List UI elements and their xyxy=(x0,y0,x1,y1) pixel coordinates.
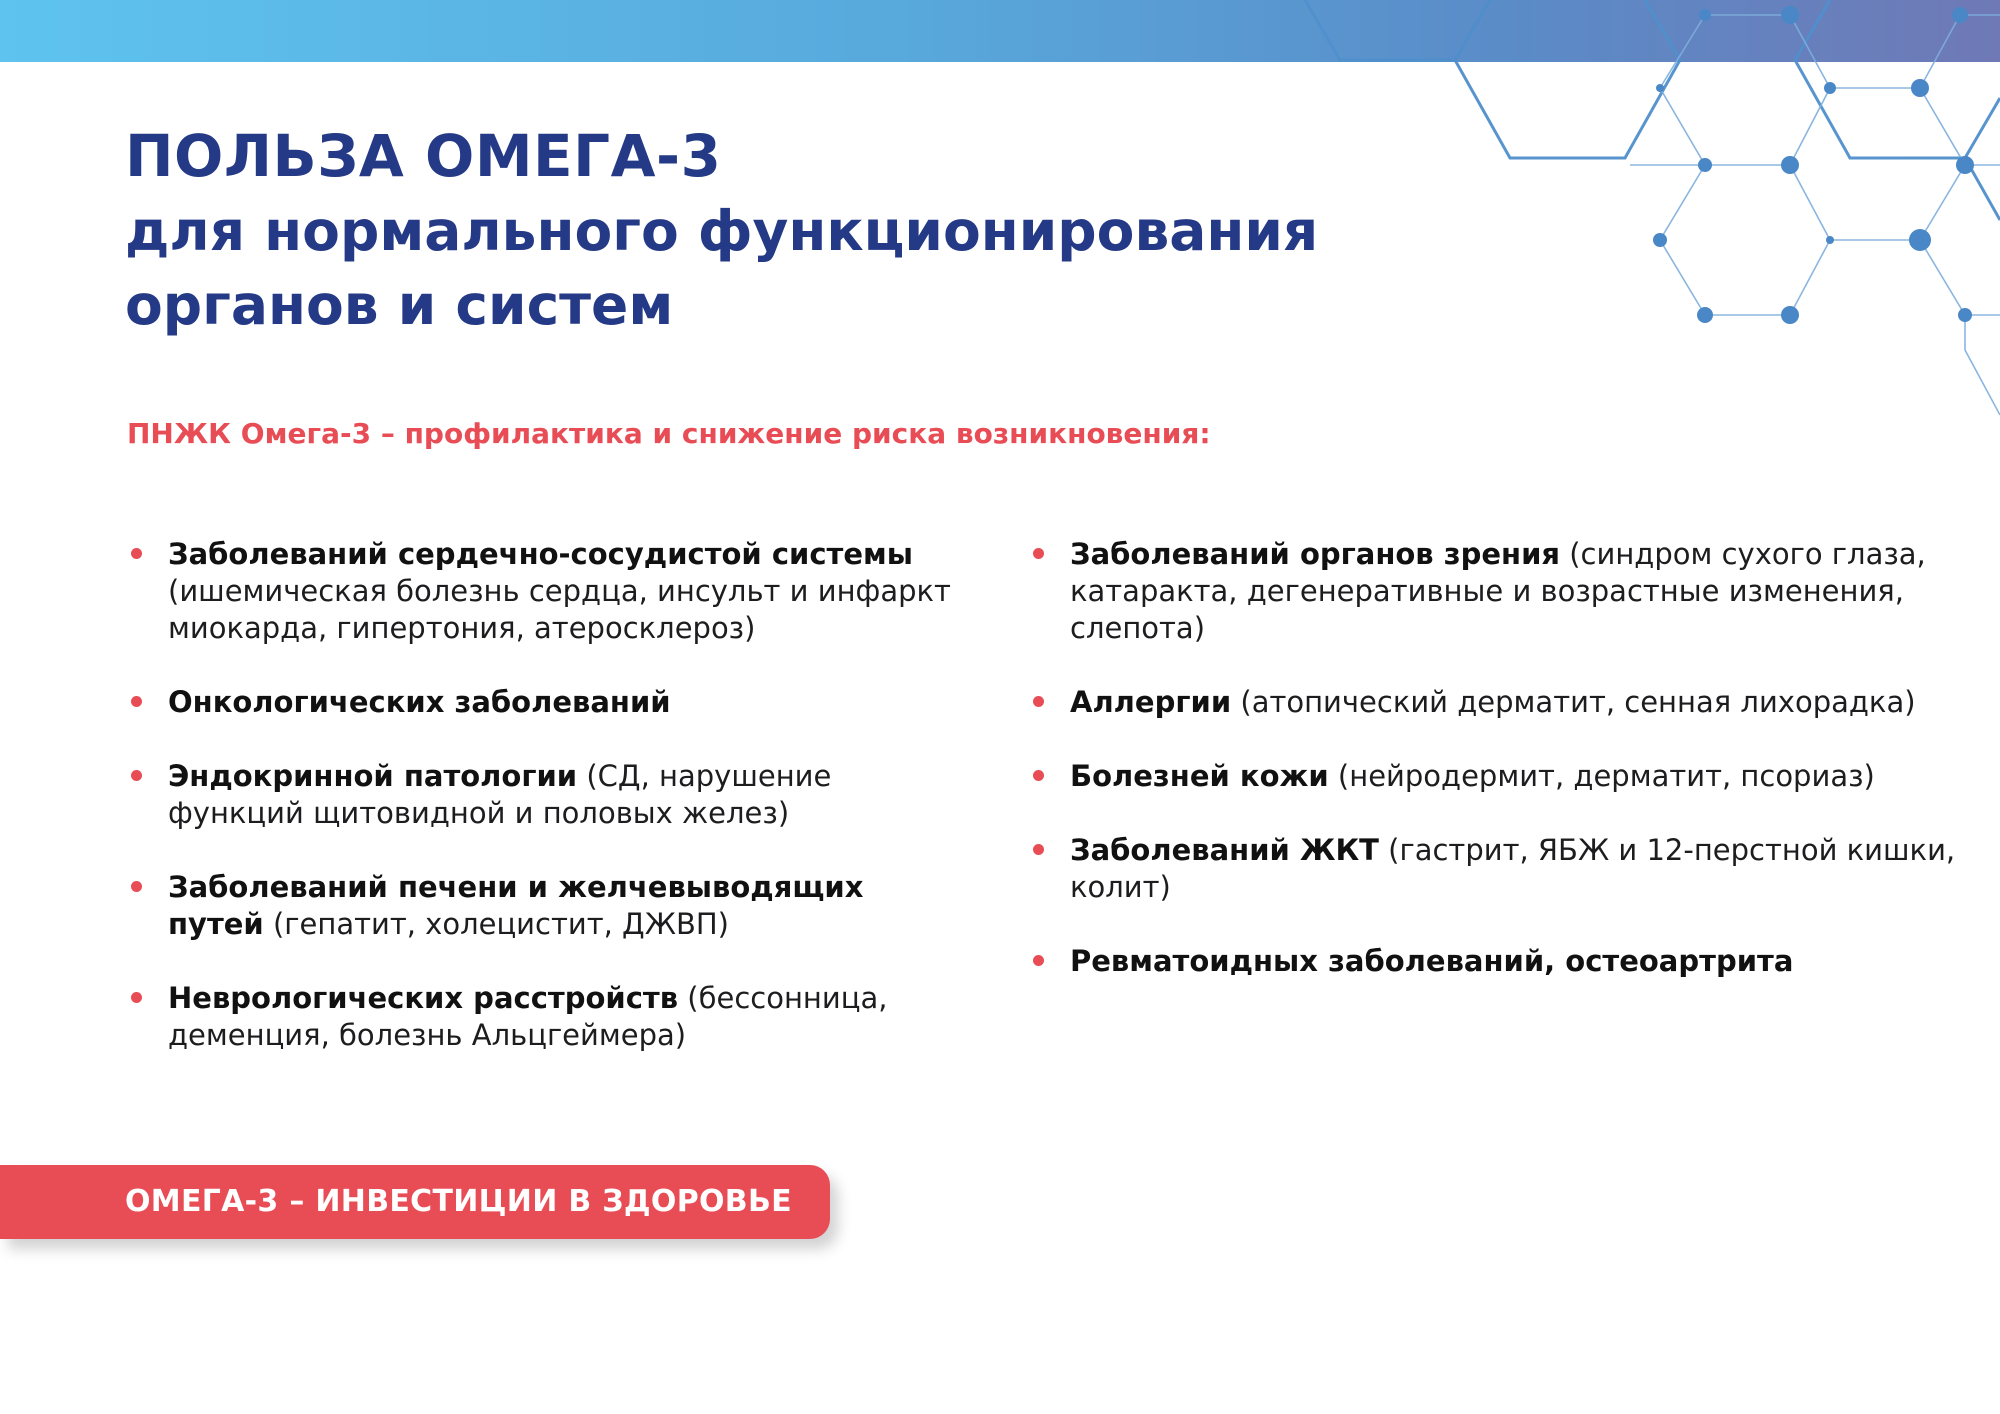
section-subtitle: ПНЖК Омега-3 – профилактика и снижение риска возникновения: xyxy=(127,417,1211,450)
item-heading: Заболеваний органов зрения xyxy=(1070,537,1561,571)
item-heading: Заболеваний печени и желчевыводящих путей xyxy=(168,870,864,941)
item-heading: Эндокринной патологии xyxy=(168,759,578,793)
item-detail: (атопический дерматит, сенная лихорадка) xyxy=(1231,685,1916,719)
item-heading: Заболеваний ЖКТ xyxy=(1070,833,1379,867)
bullet-dot-icon xyxy=(131,548,142,559)
banner-text: ОМЕГА-3 – ИНВЕСТИЦИИ В ЗДОРОВЬЕ xyxy=(125,1184,792,1219)
item-detail: (ишемическая болезнь сердца, инсульт и инфаркт миокарда, гипертония, атеросклероз) xyxy=(168,574,951,645)
list-item xyxy=(1030,536,1960,647)
title-line-main: ПОЛЬЗА ОМЕГА-3 xyxy=(125,122,722,190)
item-heading: Неврологических расстройств xyxy=(168,981,679,1015)
list-item xyxy=(128,684,968,721)
bullet-dot-icon xyxy=(1033,548,1044,559)
item-detail: (гепатит, холецистит, ДЖВП) xyxy=(263,907,729,941)
item-heading: Онкологических заболеваний xyxy=(168,685,671,719)
list-item xyxy=(128,536,968,647)
bullet-dot-icon xyxy=(131,696,142,707)
item-detail: (бессонница, деменция, болезнь Альцгеймера) xyxy=(168,981,888,1052)
item-heading: Ревматоидных заболеваний, остеоартрита xyxy=(1070,944,1794,978)
left-disease-list xyxy=(128,536,968,1091)
item-heading: Болезней кожи xyxy=(1070,759,1329,793)
list-item xyxy=(128,980,968,1054)
bullet-dot-icon xyxy=(131,881,142,892)
bullet-dot-icon xyxy=(1033,770,1044,781)
footer-banner xyxy=(0,1165,830,1239)
page-title xyxy=(125,118,1425,342)
list-item xyxy=(1030,832,1960,906)
item-detail: (СД, нарушение функций щитовидной и половых желез) xyxy=(168,759,832,830)
right-disease-list xyxy=(1030,536,1960,1017)
bullet-dot-icon xyxy=(131,770,142,781)
list-item xyxy=(1030,684,1960,721)
item-detail: (гастрит, ЯБЖ и 12-перстной кишки, колит) xyxy=(1070,833,1956,904)
item-detail: (нейродермит, дерматит, псориаз) xyxy=(1328,759,1875,793)
bullet-dot-icon xyxy=(131,992,142,1003)
bullet-dot-icon xyxy=(1033,844,1044,855)
bullet-dot-icon xyxy=(1033,955,1044,966)
item-heading: Заболеваний сердечно-сосудистой системы xyxy=(168,537,913,571)
list-item xyxy=(128,758,968,832)
bullet-dot-icon xyxy=(1033,696,1044,707)
item-detail: (синдром сухого глаза, катаракта, дегенеративные и возрастные изменения, слепота) xyxy=(1070,537,1926,645)
list-item xyxy=(128,869,968,943)
title-line-second: для нормального функционирования xyxy=(125,199,1319,263)
list-item xyxy=(1030,943,1960,980)
title-line-third: органов и систем xyxy=(125,273,674,337)
list-item xyxy=(1030,758,1960,795)
item-heading: Аллергии xyxy=(1070,685,1232,719)
